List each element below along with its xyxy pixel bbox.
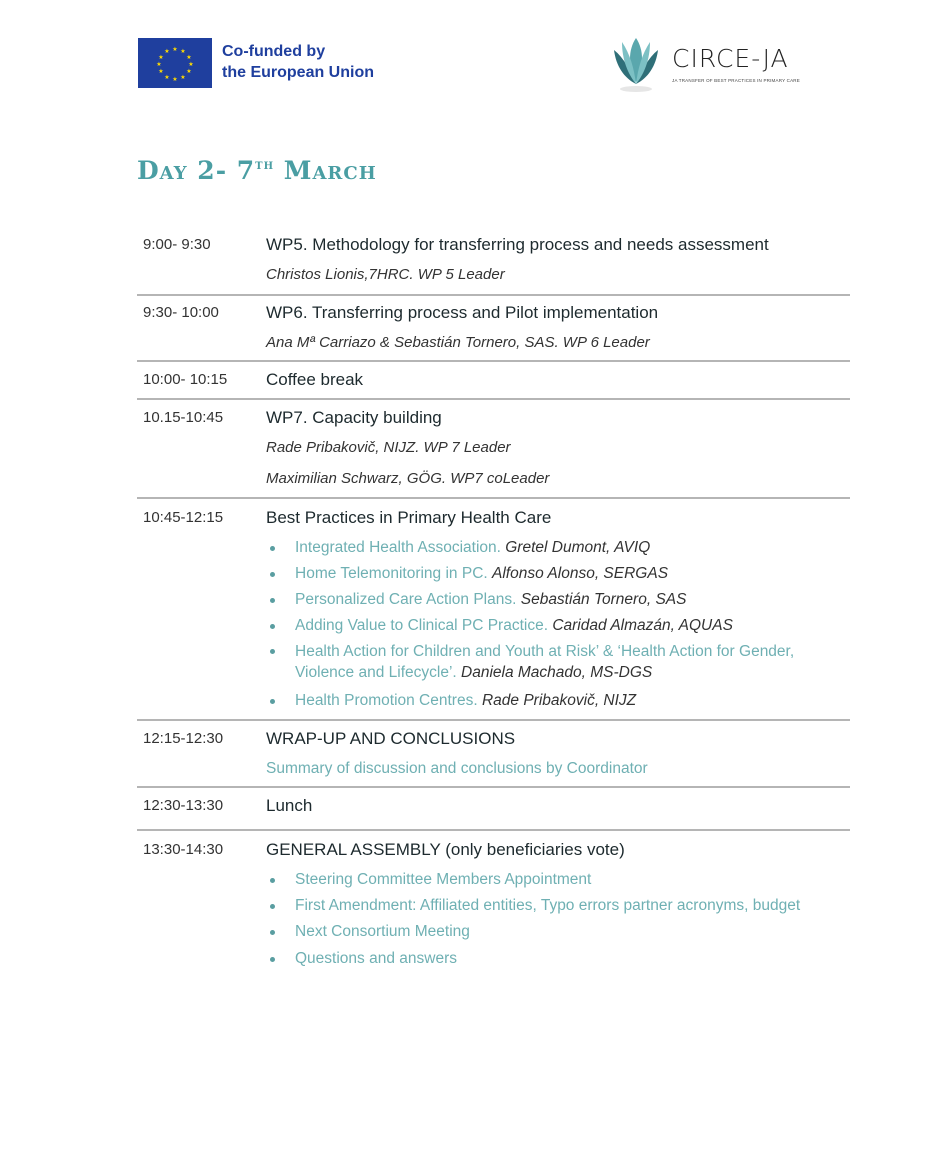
session-time: 9:30- 10:00 [143, 304, 219, 321]
svg-text:★: ★ [180, 74, 186, 81]
session-row [137, 230, 850, 296]
session-time: 9:00- 9:30 [143, 236, 211, 253]
circe-ja-logo [610, 34, 800, 94]
lotus-icon [610, 34, 662, 94]
svg-text:★: ★ [156, 61, 162, 68]
svg-text:★: ★ [164, 48, 170, 55]
session-time: 10:00- 10:15 [143, 371, 228, 388]
bullet-item: Questions and answers [266, 946, 850, 972]
svg-text:★: ★ [158, 54, 164, 61]
eu-text-line1: Co-funded by [222, 43, 326, 60]
bullet-item: Health Action for Children and Youth at Risk’ & ‘Health Action for Gender, Violence and Lifecycle’. Daniela Machado, MS-DGS [266, 639, 850, 688]
session-row [137, 724, 850, 788]
session-title: Lunch [266, 796, 313, 815]
session-time: 12:15-12:30 [143, 730, 224, 747]
session-row [137, 403, 850, 499]
svg-text:★: ★ [158, 68, 164, 75]
session-title: GENERAL ASSEMBLY (only beneficiaries vote) [266, 840, 625, 859]
svg-text:★: ★ [188, 61, 194, 68]
session-row [137, 298, 850, 362]
session-speaker: Maximilian Schwarz, GÖG. WP7 coLeader [266, 470, 550, 487]
session-speaker: Rade Pribakovič, NIJZ. WP 7 Leader [266, 439, 511, 456]
bullet-item: Integrated Health Association. Gretel Dumont, AVIQ [266, 535, 850, 561]
session-time: 12:30-13:30 [143, 797, 224, 814]
session-title: WRAP-UP AND CONCLUSIONS [266, 729, 516, 748]
bullet-item: First Amendment: Affiliated entities, Typo errors partner acronyms, budget [266, 893, 850, 919]
eu-flag-logo [138, 38, 212, 88]
session-row [137, 503, 850, 721]
svg-text:★: ★ [186, 68, 192, 75]
session-speaker: Christos Lionis,7HRC. WP 5 Leader [266, 266, 505, 283]
eu-cofunded-text [222, 41, 374, 83]
bullet-item: Adding Value to Clinical PC Practice. Caridad Almazán, AQUAS [266, 613, 850, 639]
svg-text:★: ★ [172, 76, 178, 83]
session-title: WP6. Transferring process and Pilot implementation [266, 303, 659, 322]
session-title: WP7. Capacity building [266, 408, 442, 427]
eu-text-line2: the European Union [222, 64, 374, 81]
bullet-item: Health Promotion Centres. Rade Pribakovič, NIJZ [266, 688, 850, 714]
svg-text:★: ★ [164, 74, 170, 81]
bullet-item: Steering Committee Members Appointment [266, 867, 850, 893]
session-row [137, 835, 850, 975]
bullet-item: Home Telemonitoring in PC. Alfonso Alonso, SERGAS [266, 561, 850, 587]
session-row [137, 791, 850, 831]
session-time: 13:30-14:30 [143, 841, 224, 858]
svg-text:★: ★ [186, 54, 192, 61]
logo-name: CIRCE-JA [672, 44, 789, 73]
session-time: 10.15-10:45 [143, 409, 224, 426]
bullet-item: Next Consortium Meeting [266, 919, 850, 945]
session-speaker: Ana Mª Carriazo & Sebastián Tornero, SAS. WP 6 Leader [266, 334, 650, 351]
page-title: Day 2- 7th March [137, 156, 377, 185]
session-time: 10:45-12:15 [143, 509, 224, 526]
logo-tagline: JA TRANSFER OF BEST PRACTICES IN PRIMARY CARE [672, 78, 800, 83]
svg-text:★: ★ [180, 48, 186, 55]
session-note: Summary of discussion and conclusions by Coordinator [266, 760, 648, 777]
session-title: WP5. Methodology for transferring process and needs assessment [266, 235, 769, 254]
session-title: Best Practices in Primary Health Care [266, 508, 552, 527]
bullet-item: Personalized Care Action Plans. Sebastián Tornero, SAS [266, 587, 850, 613]
svg-text:★: ★ [172, 46, 178, 53]
session-title: Coffee break [266, 370, 364, 389]
session-row [137, 365, 850, 400]
